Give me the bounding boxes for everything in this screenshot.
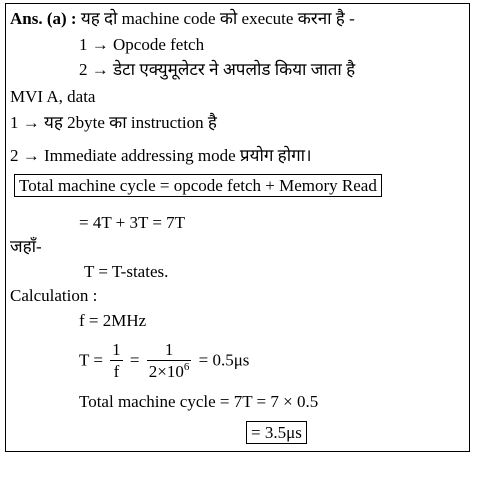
tstate-definition: T = T-states. <box>84 262 169 281</box>
total-cycle-box: Total machine cycle = opcode fetch + Memory Read <box>14 174 382 197</box>
mvi-instruction: MVI A, data <box>10 87 96 106</box>
fraction-one-over-f <box>110 340 123 383</box>
fraction-2-exponent: 6 <box>183 361 190 373</box>
point-2: 2 → Immediate addressing mode प्रयोग होगा। <box>10 146 312 165</box>
total-cycle-value: = 4T + 3T = 7T <box>79 213 186 232</box>
calculation-label: Calculation : <box>10 286 98 305</box>
answer-intro-line <box>10 9 355 29</box>
fraction-1-denominator: f <box>110 360 123 383</box>
step-2: 2 → डेटा एक्युमूलेटर ने अपलोड किया जाता है <box>79 60 356 79</box>
period-result: = 0.5μs <box>198 350 250 370</box>
fraction-2-denominator <box>147 360 192 383</box>
equals-sign: = <box>129 350 140 370</box>
final-answer-box: = 3.5μs <box>246 421 307 444</box>
step-1: 1 → Opcode fetch <box>79 35 205 54</box>
total-cycle-calculation: Total machine cycle = 7T = 7 × 0.5 <box>79 392 319 411</box>
answer-intro: यह दो machine code को execute करना है - <box>80 9 355 28</box>
where-label: जहाँ- <box>10 237 42 256</box>
fraction-1-numerator: 1 <box>112 340 121 359</box>
point-1: 1 → यह 2byte का instruction है <box>10 113 217 132</box>
total-cycle-formula <box>14 176 382 196</box>
final-answer <box>246 423 307 443</box>
period-lhs: T = <box>79 350 103 370</box>
fraction-one-over-2e6 <box>147 340 192 383</box>
fraction-2-base: 2×10 <box>148 362 184 381</box>
frequency: f = 2MHz <box>79 311 147 330</box>
fraction-2-numerator: 1 <box>164 340 174 359</box>
answer-label: Ans. (a) : <box>10 9 77 28</box>
period-equation <box>79 340 249 383</box>
